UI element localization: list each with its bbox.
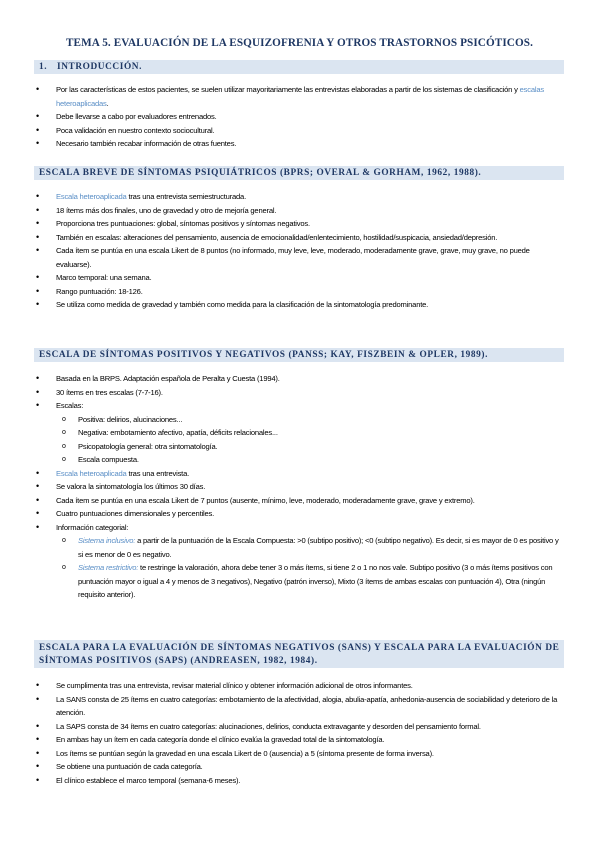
list-item (34, 110, 564, 124)
list-item (34, 285, 564, 299)
item-text: Se utiliza como medida de gravedad y también como medida para la clasificación de la sintomatología predominante. (56, 300, 429, 309)
term-link[interactable]: escalas heteroaplicadas (56, 85, 544, 108)
list-item (34, 774, 564, 788)
list-item (34, 298, 564, 312)
item-text: Necesario también recabar información de otras fuentes. (56, 139, 237, 148)
item-text: La SAPS consta de 34 ítems en cuatro categorías: alucinaciones, delirios, conducta extravagante y desorden del pensamiento formal. (56, 721, 481, 731)
list-item (34, 733, 564, 747)
item-text: Basada en la BRPS. Adaptación española de Peralta y Cuesta (1994). (56, 374, 280, 383)
item-text: También en escalas: alteraciones del pensamiento, ausencia de emocionalidad/enlentecimiento, hostilidad/suspicacia, ansiedad/depresión. (56, 232, 498, 242)
item-text: tras una entrevista. (126, 468, 190, 478)
list-item (34, 760, 564, 774)
list-item (34, 386, 564, 400)
item-text: La SANS consta de 25 ítems en cuatro categorías: embotamiento de la afectividad, alogia, abulia-apatía, anhedonia-ausencia de sociabilidad y deterioro de la atención. (56, 694, 558, 717)
item-text: Los ítems se puntúan según la gravedad en una escala Likert de 0 (ausencia) a 5 (síntoma presente de forma inversa). (56, 748, 434, 758)
bullet-list-bprs (34, 190, 564, 312)
item-text: Se valora la sintomatología los últimos 30 días. (56, 482, 206, 491)
item-text: a partir de la puntuación de la Escala Compuesta: >0 (subtipo positivo); <0 (subtipo negativo). Es decir, si es mayor de 0 es positivo y si es menor de 0 es negativo. (78, 536, 559, 559)
list-item (34, 399, 564, 467)
page-title: TEMA 5. EVALUACIÓN DE LA ESQUIZOFRENIA Y OTROS TRASTORNOS PSICÓTICOS. (65, 37, 534, 49)
section-heading-text: ESCALA PARA LA EVALUACIÓN DE SÍNTOMAS NEGATIVOS (SANS) Y ESCALA PARA LA EVALUACIÓN DE SÍNTOMAS POSITIVOS (SAPS) (ANDREASEN, 1982, 1984). (39, 643, 560, 666)
list-item (34, 231, 564, 245)
item-text: El clínico establece el marco temporal (semana-6 meses). (56, 775, 241, 785)
item-text: Positiva: delirios, alucinaciones... (78, 414, 183, 424)
item-text: Marco temporal: una semana. (56, 273, 152, 282)
list-item (34, 190, 564, 204)
item-text: Información categorial: (56, 522, 129, 532)
section-heading-intro (34, 60, 564, 74)
item-text: te restringe la valoración, ahora debe tener 3 o más ítems, si tiene 2 o 1 no nos vale. Subtipo positivo (3 o más ítems positivos con puntuación mayor o igual a 4 y menos de 3 negativos), Negativo (patrón inverso), Mixto (3 ítems de ambas escalas con puntuación 4), Otra (ningún requisito anterior). (78, 563, 553, 599)
list-item (34, 217, 564, 231)
item-text: tras una entrevista semiestructurada. (126, 192, 246, 201)
list-item (34, 693, 564, 720)
item-text: En ambas hay un ítem en cada categoría donde el clínico evalúa la gravedad total de la sintomatología. (56, 735, 385, 744)
item-text: 30 ítems en tres escalas (7-7-16). (56, 387, 163, 397)
item-text: Se obtiene una puntuación de cada categoría. (56, 762, 203, 771)
section-number: 1. (39, 62, 48, 72)
item-text: Por las características de estos pacientes, se suelen utilizar mayoritariamente las entrevistas elaboradas a partir de los sistemas de clasificación y (56, 85, 520, 94)
list-item (34, 747, 564, 761)
term-italic: Sistema inclusivo: (78, 536, 136, 545)
list-item (34, 83, 564, 110)
item-text: Proporciona tres puntuaciones: global, síntomas positivos y síntomas negativos. (56, 219, 310, 228)
sub-list-item (56, 413, 564, 427)
list-item (34, 507, 564, 521)
list-item (34, 494, 564, 508)
bullet-list-intro (34, 83, 564, 151)
section-heading-text: ESCALA DE SÍNTOMAS POSITIVOS Y NEGATIVOS (PANSS; KAY, FISZBEIN & OPLER, 1989). (39, 350, 489, 360)
sub-list (56, 413, 564, 467)
list-item (34, 204, 564, 218)
list-item (34, 467, 564, 481)
section-heading-panss (34, 348, 564, 362)
item-text: 18 ítems más dos finales, uno de gravedad y otro de mejoría general. (56, 205, 277, 215)
section-heading-text: INTRODUCCIÓN. (57, 62, 143, 72)
item-text: Cuatro puntuaciones dimensionales y percentiles. (56, 509, 214, 518)
list-item (34, 244, 564, 271)
list-item (34, 720, 564, 734)
item-text: Escala compuesta. (78, 455, 139, 464)
sub-list-item (56, 440, 564, 454)
section-heading-sans-saps (34, 640, 564, 668)
sub-list (56, 534, 564, 602)
item-text: Cada ítem se puntúa en una escala Likert de 7 puntos (ausente, mínimo, leve, moderado, moderadamente grave, grave y extremo). (56, 495, 475, 505)
item-text: Psicopatología general: otra sintomatología. (78, 441, 218, 451)
item-text: Se cumplimenta tras una entrevista, revisar material clínico y obtener información adicional de otros informantes. (56, 681, 413, 690)
sub-list-item (56, 426, 564, 440)
list-item (34, 271, 564, 285)
item-text: Poca validación en nuestro contexto sociocultural. (56, 125, 215, 135)
term-link[interactable]: Escala heteroaplicada (56, 468, 127, 478)
list-item (34, 372, 564, 386)
list-item (34, 137, 564, 151)
list-item (34, 521, 564, 602)
item-text: Cada ítem se puntúa en una escala Likert de 8 puntos (no informado, muy leve, leve, moderado, moderadamente grave, grave, muy grave, no puede evaluarse). (56, 246, 530, 269)
item-text: Escalas: (56, 401, 84, 410)
section-heading-text: ESCALA BREVE DE SÍNTOMAS PSIQUIÁTRICOS (BPRS; OVERAL & GORHAM, 1962, 1988). (39, 168, 482, 178)
term-italic: Sistema restrictivo: (78, 563, 139, 572)
sub-list-item (56, 534, 564, 561)
term-link[interactable]: Escala heteroaplicada (56, 192, 127, 201)
list-item (34, 679, 564, 693)
section-heading-bprs (34, 166, 564, 180)
sub-list-item (56, 561, 564, 602)
item-text: Negativa: embotamiento afectivo, apatía, déficits relacionales... (78, 428, 278, 437)
bullet-list-panss (34, 372, 564, 602)
bullet-list-sans-saps (34, 679, 564, 787)
item-text: . (106, 98, 109, 108)
list-item (34, 480, 564, 494)
list-item (34, 124, 564, 138)
item-text: Debe llevarse a cabo por evaluadores entrenados. (56, 112, 217, 121)
item-text: Rango puntuación: 18-126. (56, 286, 143, 296)
sub-list-item (56, 453, 564, 467)
